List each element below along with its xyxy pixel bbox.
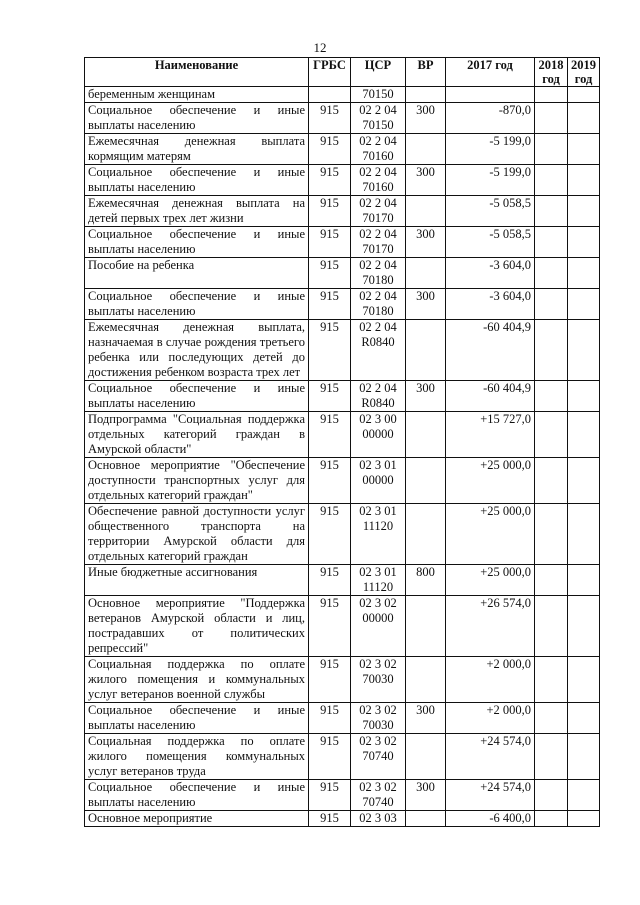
row-amount-2019 <box>568 811 600 827</box>
row-name: Социальная поддержка по оплате жилого помещения и коммунальных услуг ветеранов военной службы <box>85 657 309 703</box>
row-amount-2018 <box>535 565 568 596</box>
table-row <box>85 134 600 165</box>
table-row <box>85 811 600 827</box>
row-amount-2017: +2 000,0 <box>446 657 535 703</box>
table-row <box>85 458 600 504</box>
table-row <box>85 657 600 703</box>
row-csr-program: 02 3 03 <box>359 811 397 825</box>
row-csr-code: 70160 <box>362 180 394 194</box>
row-grbs: 915 <box>309 811 351 827</box>
row-grbs: 915 <box>309 565 351 596</box>
row-vr: 800 <box>406 565 446 596</box>
row-amount-2018 <box>535 596 568 657</box>
row-grbs <box>309 87 351 103</box>
row-name: Социальное обеспечение и иные выплаты населению <box>85 289 309 320</box>
row-vr: 300 <box>406 289 446 320</box>
row-csr-program: 02 2 04 <box>359 320 397 334</box>
row-name: Пособие на ребенка <box>85 258 309 289</box>
row-vr <box>406 504 446 565</box>
row-grbs: 915 <box>309 289 351 320</box>
row-amount-2017: +25 000,0 <box>446 458 535 504</box>
row-amount-2019 <box>568 258 600 289</box>
row-amount-2019 <box>568 458 600 504</box>
row-amount-2018 <box>535 381 568 412</box>
row-name: Социальное обеспечение и иные выплаты населению <box>85 381 309 412</box>
row-csr <box>351 227 406 258</box>
row-csr-code: 70150 <box>362 118 394 132</box>
table-row <box>85 734 600 780</box>
row-amount-2017: +24 574,0 <box>446 780 535 811</box>
row-vr: 300 <box>406 165 446 196</box>
row-grbs: 915 <box>309 227 351 258</box>
row-amount-2018 <box>535 657 568 703</box>
row-name: Ежемесячная денежная выплата кормящим матерям <box>85 134 309 165</box>
row-csr <box>351 289 406 320</box>
row-vr: 300 <box>406 780 446 811</box>
row-name: Подпрограмма "Социальная поддержка отдельных категорий граждан в Амурской области" <box>85 412 309 458</box>
row-csr-code: 70160 <box>362 149 394 163</box>
row-name: Иные бюджетные ассигнования <box>85 565 309 596</box>
row-name: Обеспечение равной доступности услуг общественного транспорта на территории Амурской области для отдельных категорий граждан <box>85 504 309 565</box>
row-amount-2019 <box>568 165 600 196</box>
row-amount-2017: +24 574,0 <box>446 734 535 780</box>
row-vr <box>406 320 446 381</box>
row-amount-2019 <box>568 734 600 780</box>
row-vr <box>406 87 446 103</box>
row-grbs: 915 <box>309 320 351 381</box>
row-amount-2019 <box>568 196 600 227</box>
row-amount-2019 <box>568 596 600 657</box>
row-grbs: 915 <box>309 458 351 504</box>
row-vr: 300 <box>406 103 446 134</box>
header-2018: 2018 год <box>535 58 568 87</box>
row-amount-2018 <box>535 504 568 565</box>
row-amount-2017: -3 604,0 <box>446 289 535 320</box>
row-grbs: 915 <box>309 504 351 565</box>
row-amount-2019 <box>568 103 600 134</box>
row-csr-program: 02 3 02 <box>359 596 397 610</box>
row-grbs: 915 <box>309 196 351 227</box>
table-row <box>85 103 600 134</box>
row-vr <box>406 196 446 227</box>
row-csr <box>351 657 406 703</box>
row-vr: 300 <box>406 227 446 258</box>
row-csr-code: 00000 <box>362 427 394 441</box>
row-amount-2018 <box>535 412 568 458</box>
row-amount-2018 <box>535 734 568 780</box>
row-amount-2019 <box>568 412 600 458</box>
row-amount-2018 <box>535 458 568 504</box>
row-grbs: 915 <box>309 134 351 165</box>
row-csr <box>351 258 406 289</box>
row-amount-2017 <box>446 87 535 103</box>
row-csr-code: 00000 <box>362 611 394 625</box>
row-csr-program: 02 3 02 <box>359 780 397 794</box>
row-amount-2018 <box>535 811 568 827</box>
row-csr <box>351 703 406 734</box>
header-2017: 2017 год <box>446 58 535 87</box>
row-amount-2018 <box>535 780 568 811</box>
row-name: Ежемесячная денежная выплата на детей первых трех лет жизни <box>85 196 309 227</box>
row-amount-2017: -60 404,9 <box>446 381 535 412</box>
row-vr <box>406 811 446 827</box>
row-amount-2019 <box>568 289 600 320</box>
budget-table <box>84 57 600 827</box>
row-vr: 300 <box>406 381 446 412</box>
row-amount-2019 <box>568 703 600 734</box>
row-amount-2017: -5 058,5 <box>446 227 535 258</box>
row-csr-code: 70180 <box>362 273 394 287</box>
row-csr-code: 70170 <box>362 242 394 256</box>
table-row <box>85 381 600 412</box>
row-amount-2019 <box>568 565 600 596</box>
row-grbs: 915 <box>309 412 351 458</box>
row-csr <box>351 320 406 381</box>
table-row <box>85 289 600 320</box>
row-amount-2018 <box>535 196 568 227</box>
row-csr-code: 00000 <box>362 473 394 487</box>
row-grbs: 915 <box>309 165 351 196</box>
table-row <box>85 196 600 227</box>
row-csr-program: 02 2 04 <box>359 227 397 241</box>
row-amount-2019 <box>568 657 600 703</box>
row-grbs: 915 <box>309 103 351 134</box>
row-csr-code: 11120 <box>362 519 394 533</box>
row-amount-2018 <box>535 320 568 381</box>
row-amount-2018 <box>535 103 568 134</box>
row-csr-code: R0840 <box>361 396 395 410</box>
row-amount-2019 <box>568 87 600 103</box>
row-amount-2019 <box>568 504 600 565</box>
row-name: Основное мероприятие "Обеспечение доступности транспортных услуг для отдельных категорий граждан" <box>85 458 309 504</box>
row-csr <box>351 596 406 657</box>
row-amount-2017: +25 000,0 <box>446 565 535 596</box>
table-row <box>85 565 600 596</box>
row-csr-program: 02 3 01 <box>359 458 397 472</box>
row-csr <box>351 103 406 134</box>
row-name: Социальная поддержка по оплате жилого помещения коммунальных услуг ветеранов труда <box>85 734 309 780</box>
row-amount-2019 <box>568 780 600 811</box>
row-amount-2019 <box>568 320 600 381</box>
row-csr-code: 70030 <box>362 718 394 732</box>
row-csr-code: 70740 <box>362 749 394 763</box>
header-csr: ЦСР <box>351 58 406 87</box>
row-grbs: 915 <box>309 734 351 780</box>
row-name: Социальное обеспечение и иные выплаты населению <box>85 165 309 196</box>
row-vr <box>406 458 446 504</box>
row-amount-2017: -3 604,0 <box>446 258 535 289</box>
row-name: Социальное обеспечение и иные выплаты населению <box>85 780 309 811</box>
row-csr <box>351 196 406 227</box>
row-csr-program: 02 3 02 <box>359 657 397 671</box>
row-grbs: 915 <box>309 596 351 657</box>
row-name: Социальное обеспечение и иные выплаты населению <box>85 703 309 734</box>
row-amount-2018 <box>535 134 568 165</box>
table-header-row <box>85 58 600 87</box>
row-amount-2019 <box>568 227 600 258</box>
row-csr <box>351 780 406 811</box>
row-csr-program: 02 3 01 <box>359 565 397 579</box>
row-csr <box>351 412 406 458</box>
row-vr <box>406 134 446 165</box>
row-csr-program: 02 2 04 <box>359 165 397 179</box>
row-csr-program: 02 3 01 <box>359 504 397 518</box>
row-name: беременным женщинам <box>85 87 309 103</box>
row-amount-2018 <box>535 227 568 258</box>
table-row <box>85 87 600 103</box>
row-amount-2018 <box>535 87 568 103</box>
row-amount-2017: -6 400,0 <box>446 811 535 827</box>
row-csr <box>351 134 406 165</box>
row-amount-2019 <box>568 381 600 412</box>
row-name: Основное мероприятие <box>85 811 309 827</box>
row-csr-code: 11120 <box>362 580 394 594</box>
header-vr: ВР <box>406 58 446 87</box>
row-csr <box>351 87 406 103</box>
table-row <box>85 596 600 657</box>
row-csr-code: 70030 <box>362 672 394 686</box>
row-grbs: 915 <box>309 780 351 811</box>
table-row <box>85 703 600 734</box>
row-csr-program: 02 2 04 <box>359 103 397 117</box>
row-amount-2017: -60 404,9 <box>446 320 535 381</box>
table-row <box>85 504 600 565</box>
row-amount-2017: +15 727,0 <box>446 412 535 458</box>
row-vr <box>406 596 446 657</box>
row-amount-2018 <box>535 165 568 196</box>
header-name: Наименование <box>85 58 309 87</box>
table-row <box>85 165 600 196</box>
row-amount-2019 <box>568 134 600 165</box>
table-row <box>85 412 600 458</box>
row-csr-code: 70740 <box>362 795 394 809</box>
row-grbs: 915 <box>309 657 351 703</box>
row-vr <box>406 412 446 458</box>
row-csr-program: 02 2 04 <box>359 289 397 303</box>
row-csr <box>351 458 406 504</box>
row-grbs: 915 <box>309 703 351 734</box>
header-2019: 2019 год <box>568 58 600 87</box>
row-vr <box>406 657 446 703</box>
row-grbs: 915 <box>309 258 351 289</box>
row-csr-code: 70170 <box>362 211 394 225</box>
row-csr <box>351 504 406 565</box>
row-amount-2018 <box>535 703 568 734</box>
row-csr <box>351 811 406 827</box>
table-body <box>85 87 600 827</box>
row-amount-2018 <box>535 258 568 289</box>
row-grbs: 915 <box>309 381 351 412</box>
row-amount-2017: +26 574,0 <box>446 596 535 657</box>
row-csr-program: 02 2 04 <box>359 381 397 395</box>
row-vr: 300 <box>406 703 446 734</box>
row-name: Социальное обеспечение и иные выплаты населению <box>85 103 309 134</box>
row-csr-code: R0840 <box>361 335 395 349</box>
row-amount-2018 <box>535 289 568 320</box>
page-number: 12 <box>313 40 327 55</box>
row-csr <box>351 381 406 412</box>
row-name: Социальное обеспечение и иные выплаты населению <box>85 227 309 258</box>
row-csr-code: 70180 <box>362 304 394 318</box>
row-vr <box>406 734 446 780</box>
row-name: Ежемесячная денежная выплата, назначаемая в случае рождения третьего ребенка или последующих детей до достижения ребенком возраста трех лет <box>85 320 309 381</box>
row-csr <box>351 165 406 196</box>
table-row <box>85 780 600 811</box>
row-amount-2017: +2 000,0 <box>446 703 535 734</box>
row-csr-program: 02 3 00 <box>359 412 397 426</box>
row-csr-program: 02 2 04 <box>359 134 397 148</box>
row-csr-code: 70150 <box>362 87 394 101</box>
table-row <box>85 320 600 381</box>
row-vr <box>406 258 446 289</box>
table-row <box>85 258 600 289</box>
row-amount-2017: -5 199,0 <box>446 165 535 196</box>
row-amount-2017: -5 199,0 <box>446 134 535 165</box>
row-amount-2017: +25 000,0 <box>446 504 535 565</box>
table-row <box>85 227 600 258</box>
row-csr-program: 02 3 02 <box>359 703 397 717</box>
row-csr <box>351 565 406 596</box>
row-name: Основное мероприятие "Поддержка ветеранов Амурской области и лиц, пострадавших от политических репрессий" <box>85 596 309 657</box>
row-csr-program: 02 3 02 <box>359 734 397 748</box>
row-amount-2017: -5 058,5 <box>446 196 535 227</box>
header-grbs: ГРБС <box>309 58 351 87</box>
row-csr <box>351 734 406 780</box>
row-amount-2017: -870,0 <box>446 103 535 134</box>
row-csr-program: 02 2 04 <box>359 196 397 210</box>
row-csr-program: 02 2 04 <box>359 258 397 272</box>
